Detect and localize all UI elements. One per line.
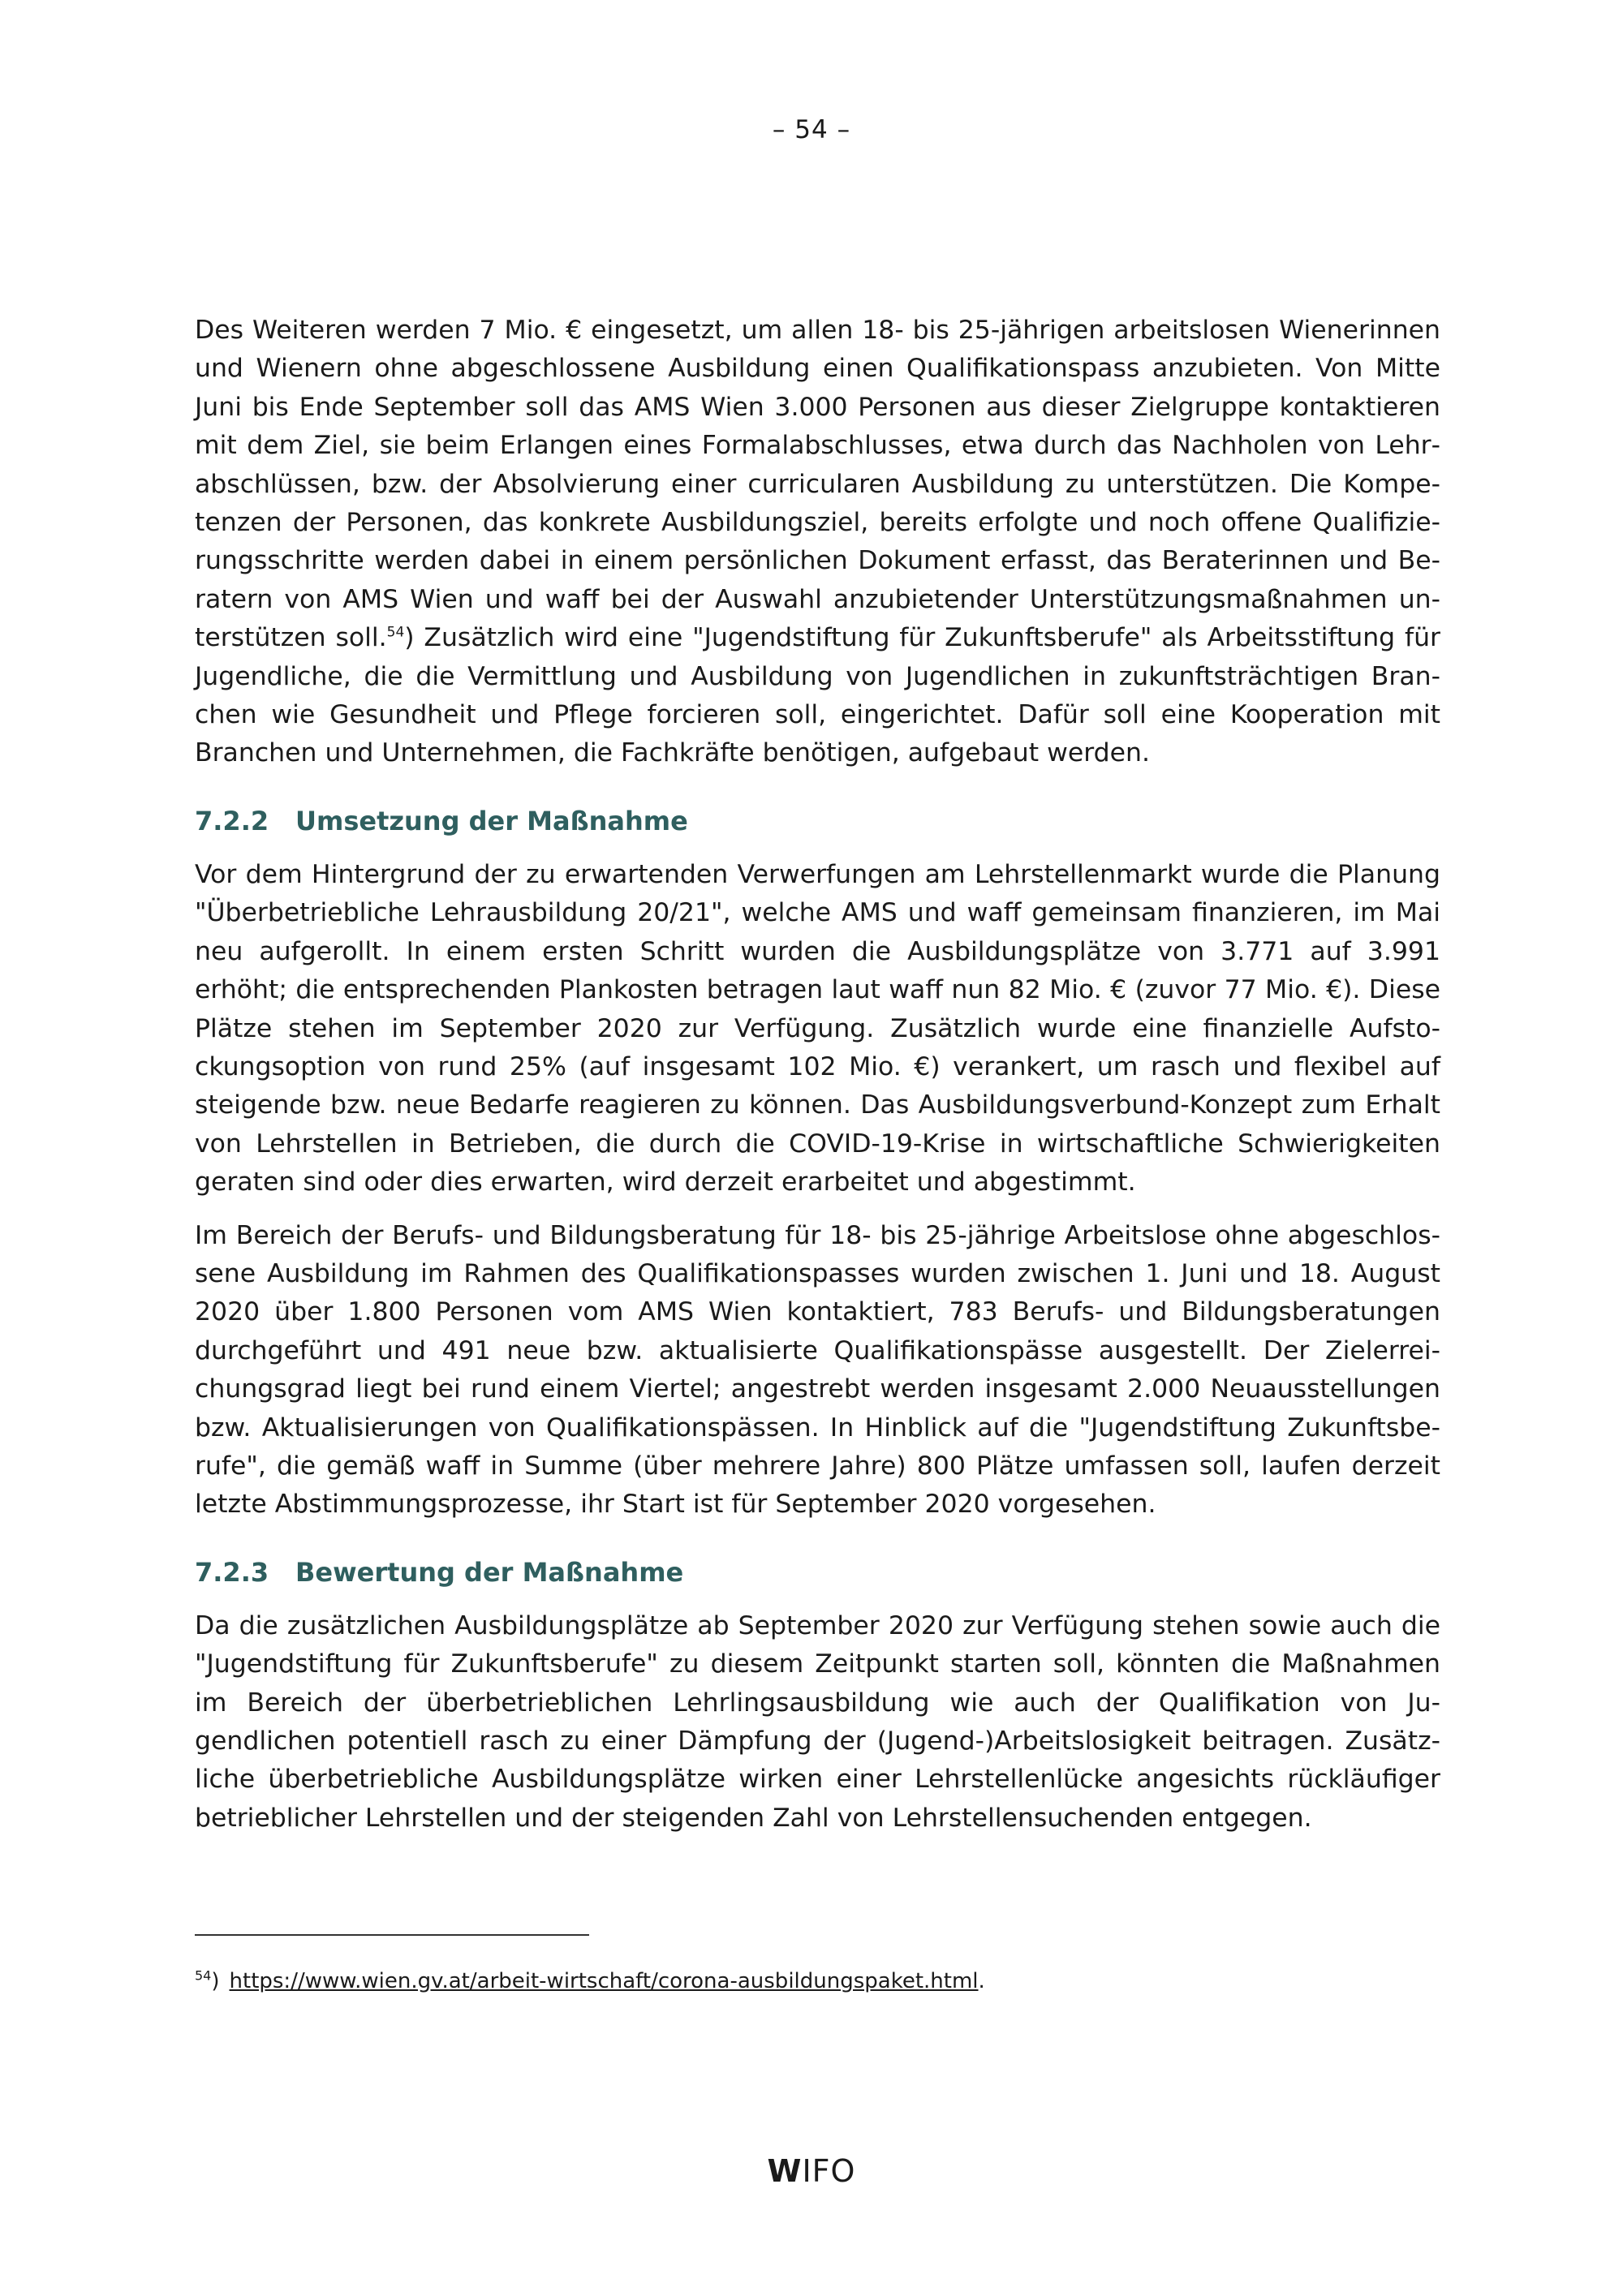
paragraph-1-text-b: ) Zusätzlich wird eine "Jugendstiftung für Zukunftsberufe" als Arbeitsstiftung für Jugendliche, die die Vermittlung und Ausbildung von Jugendlichen in zukunftsträchtigen Branchen wie Gesundheit und Pflege forcieren soll, eingerichtet. Dafür soll eine Kooperation mit Branchen und Unternehmen, die Fachkräfte benötigen, aufgebaut werden.: [195, 623, 1440, 768]
paragraph-2: Vor dem Hintergrund der zu erwartenden Verwerfungen am Lehrstellenmarkt wurde die Planung "Überbetriebliche Lehrausbildung 20/21", welche AMS und waff gemeinsam finanzieren, im Mai neu aufgerollt. In einem ersten Schritt wurden die Ausbildungsplätze von 3.771 auf 3.991 erhöht; die entsprechenden Plankosten betragen laut waff nun 82 Mio. € (zuvor 77 Mio. €). Diese Plätze stehen im September 2020 zur Verfügung. Zusätzlich wurde eine finanzielle Aufstockungsoption von rund 25% (auf insgesamt 102 Mio. €) verankert, um rasch und flexibel auf steigende bzw. neue Bedarfe reagieren zu können. Das Ausbildungsverbund-Konzept zum Erhalt von Lehrstellen in Betrieben, die durch die COVID-19-Krise in wirtschaftliche Schwierigkeiten geraten sind oder dies erwarten, wird derzeit erarbeitet und abgestimmt.: [195, 859, 1440, 1197]
footnote-link[interactable]: https://www.wien.gv.at/arbeit-wirtschaft/corona-ausbildungspaket.html: [229, 1969, 979, 1993]
section-title: Umsetzung der Maßnahme: [295, 805, 688, 836]
paragraph-1-text-a: Des Weiteren werden 7 Mio. € eingesetzt, um allen 18- bis 25-jährigen arbeitslosen Wienerinnen und Wienern ohne abgeschlossene Ausbildung einen Qualifikationspass anzubieten. Von Mitte Juni bis Ende September soll das AMS Wien 3.000 Personen aus dieser Zielgruppe kontaktieren mit dem Ziel, sie beim Erlangen eines Formalabschlusses, etwa durch das Nachholen von Lehrabschlüssen, bzw. der Absolvierung einer curricularen Ausbildung zu unterstützen. Die Kompetenzen der Personen, das konkrete Ausbildungsziel, bereits erfolgte und noch offene Qualifizierungsschritte werden dabei in einem persönlichen Dokument erfasst, das Beraterinnen und Beratern von AMS Wien und waff bei der Auswahl anzubietender Unterstützungsmaßnahmen unterstützen soll.: [195, 316, 1440, 653]
logo-text-w: W: [767, 2153, 803, 2189]
footnote-mark: 54: [195, 1967, 212, 1984]
section-number: 7.2.2: [195, 805, 269, 836]
logo-text-if: IF: [802, 2153, 831, 2189]
footnote-mark-close: ): [211, 1969, 220, 1993]
paragraph-4: Da die zusätzlichen Ausbildungsplätze ab September 2020 zur Verfügung stehen sowie auch die "Jugendstiftung für Zukunftsberufe" zu diesem Zeitpunkt starten soll, könnten die Maßnahmen im Bereich der überbetrieblichen Lehrlingsausbildung wie auch der Qualifikation von Jugendlichen potentiell rasch zu einer Dämpfung der (Jugend-)Arbeitslosigkeit beitragen. Zusätzliche überbetriebliche Ausbildungsplätze wirken einer Lehrstellenlücke angesichts rückläufiger betrieblicher Lehrstellen und der steigenden Zahl von Lehrstellensuchenden entgegen.: [195, 1610, 1440, 1833]
section-heading-7-2-2: [195, 802, 1440, 841]
section-title: Bewertung der Maßnahme: [295, 1556, 684, 1588]
section-number: 7.2.3: [195, 1556, 269, 1588]
logo-text-o: O: [830, 2153, 856, 2189]
paragraph-3: Im Bereich der Berufs- und Bildungsberatung für 18- bis 25-jährige Arbeitslose ohne abgeschlossene Ausbildung im Rahmen des Qualifikationspasses wurden zwischen 1. Juni und 18. August 2020 über 1.800 Personen vom AMS Wien kontaktiert, 783 Berufs- und Bildungsberatungen durchgeführt und 491 neue bzw. aktualisierte Qualifikationspässe ausgestellt. Der Zielerreichungsgrad liegt bei rund einem Viertel; angestrebt werden insgesamt 2.000 Neuausstellungen bzw. Aktualisierungen von Qualifikationspässen. In Hinblick auf die "Jugendstiftung Zukunftsberufe", die gemäß waff in Summe (über mehrere Jahre) 800 Plätze umfassen soll, laufen derzeit letzte Abstimmungsprozesse, ihr Start ist für September 2020 vorgesehen.: [195, 1220, 1440, 1520]
footnote-reference[interactable]: 54: [386, 624, 405, 641]
page-number: – 54 –: [772, 115, 851, 144]
footnote-trailing: .: [978, 1969, 985, 1993]
footnote-54: [195, 1967, 985, 1996]
paragraph-1: [195, 312, 1440, 773]
wifo-logo: [0, 2153, 1623, 2189]
footnote-divider: [195, 1934, 589, 1936]
main-content: [195, 312, 1440, 1838]
section-heading-7-2-3: [195, 1554, 1440, 1592]
